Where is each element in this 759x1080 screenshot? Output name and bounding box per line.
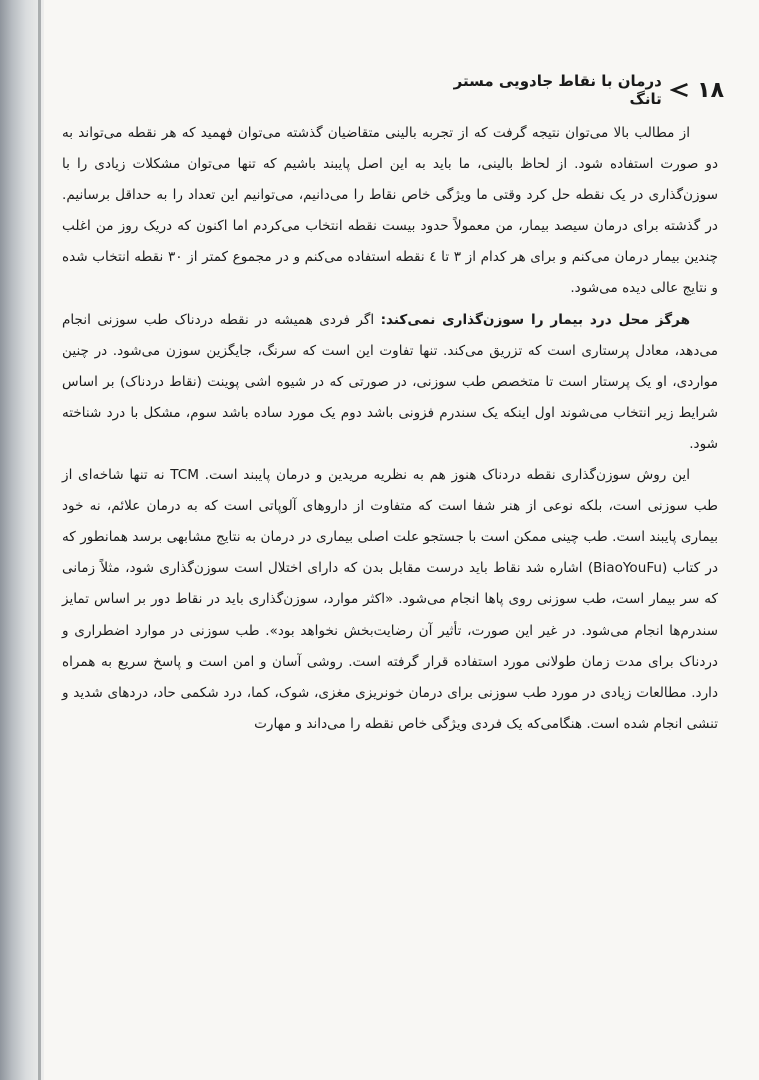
paragraph-text: از مطالب بالا می‌توان نتیجه گرفت که از تجربه بالینی متقاضیان گذشته می‌توان فهمید که هر نقطه می‌تواند به دو صورت استفاده شود. از لحاظ بالینی، ما باید به این اصل پایبند باشیم که تنها می‌توان مشکلات زیادی را با سوزن‌گذاری در یک نقطه حل کرد وقتی ما ویژگی خاص نقاط را می‌دانیم، می‌توانیم این تعداد را به حداقل برسانیم. در گذشته برای درمان سیصد بیمار، من معمولاً حدود بیست نقطه انتخاب می‌کردم اما اکنون که دریک روز من اغلب چندین بیمار درمان می‌کنم و برای هر کدام از ۳ تا ٤ نقطه استفاده می‌کنم و در مجموع کمتر از ۳۰ نقطه انتخاب شده و نتایج عالی دیده می‌شود. [62,125,718,297]
body-text [62,118,718,740]
paragraph [62,460,718,740]
running-header-title: درمان با نقاط جادویی مستر تانگ [453,72,662,108]
chevron-arrow-icon [670,82,689,98]
paragraph [62,118,718,305]
paragraph [62,305,718,460]
page-number: ۱۸ [697,77,724,103]
book-gutter [38,0,41,1080]
running-header [424,70,724,110]
paragraph-text: اگر فردی همیشه در نقطه دردناک طب سوزنی انجام می‌دهد، معادل پرستاری است که تزریق می‌کند. تنها تفاوت این است که سرنگ، جایگزین سوزن می‌شود. در چنین مواردی، او یک پرستار است تا متخصص طب سوزنی، در صورتی که در شیوه اشی پوینت (نقاط دردناک) بر اساس شرایط زیر انتخاب می‌شوند اول اینکه یک سندرم فزونی باشد دوم یک مورد ساده باشد سوم، مشکل با درد شناخته شود. [62,311,718,452]
paragraph-bold-lead: هرگز محل درد بیمار را سوزن‌گذاری نمی‌کند: [380,311,690,328]
paragraph-text: این روش سوزن‌گذاری نقطه دردناک هنوز هم به نظریه مریدین و درمان پایبند است. TCM نه تنها شاخه‌ای از طب سوزنی است، بلکه نوعی از هنر شفا است که متفاوت از داروهای آلوپاتی است که به درمان علائم، نه خود بیماری پایبند است. طب چینی ممکن است با جستجو علت اصلی بیماری در درمان به نتایج مشابهی برسد همانطور که در کتاب (BiaoYouFu) اشاره شد نقاط باید درست مقابل بدن که دارای اختلال است سوزن‌گذاری شود، مثلاً زمانی که سر بیمار است، طب سوزنی روی پاها انجام می‌شود. «اکثر موارد، سوزن‌گذاری باید در نقاط دور بر اساس تمایز سندرم‌ها انجام می‌شود. در غیر این صورت، تأثیر آن رضایت‌بخش نخواهد بود». طب سوزنی در موارد اضطراری و دردناک برای مدت زمان طولانی مورد استفاده قرار گرفته است. روشی آسان و امن است و پاسخ سریع به همراه دارد. مطالعات زیادی در مورد طب سوزنی برای درمان خونریزی مغزی، شوک، کما، درد شکمی حاد، دردهای شدید و تنشی انجام شده است. هنگامی‌که یک فردی ویژگی خاص نقطه را می‌داند و مهارت [62,467,718,732]
page-sheet [44,0,759,1080]
